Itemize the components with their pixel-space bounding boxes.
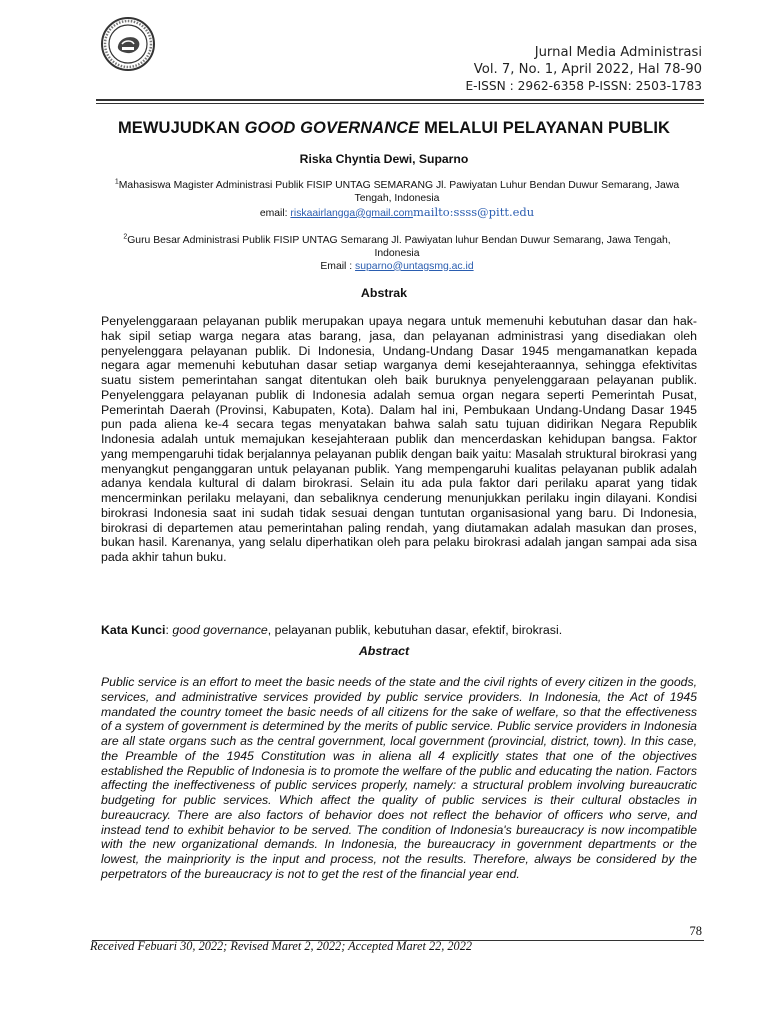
affiliation-1 <box>108 180 686 220</box>
paper-title <box>60 119 728 138</box>
page-number: 78 <box>689 924 702 938</box>
journal-name: Jurnal Media Administrasi <box>534 45 702 60</box>
journal-volume: Vol. 7, No. 1, April 2022, Hal 78-90 <box>473 62 702 77</box>
affiliation-1-text: Mahasiswa Magister Administrasi Publik FISIP UNTAG SEMARANG Jl. Pawiyatan Luhur Bendan Duwur Semarang, Jawa Tengah, Indonesia <box>118 180 680 204</box>
abstract-heading: Abstract <box>358 644 410 658</box>
abstrak-heading: Abstrak <box>360 286 408 300</box>
university-seal-logo <box>100 16 156 72</box>
received-dates: Received Febuari 30, 2022; Revised Maret 2, 2022; Accepted Maret 22, 2022 <box>90 939 472 953</box>
header-rule-thin <box>96 103 704 104</box>
keywords-rest: , pelayanan publik, kebutuhan dasar, efektif, birokrasi. <box>267 623 563 637</box>
keywords-italic-term: good governance <box>172 623 268 637</box>
abstract-body: Public service is an effort to meet the basic needs of the state and the civil rights of every citizen in the goods, services, and administrative services provided by public service providers. In Indonesia, the Act of 1945 mandated the country tomeet the basic needs of all citizens for the sake of welfare, so that the effectiveness of a system of government is determined by the merits of public service. Public service providers in Indonesia are all state organs such as the central government, local government (provincial, district, town). In this case, the Preamble of the 1945 Constitution was in aliena all 4 explicitly states that one of the objectives established the Republic of Indonesia is to promote the welfare of the public and educating the nation. Factors affecting the ineffectiveness of public services properly, namely: a structural problem involving bureaucratic budgeting for public services. Which affect the quality of public services is their cultural obstacles in bureaucracy. There are also factors of behavior does not reflect the behavior of officers who serve, and instead tend to exhibit behavior to be served. The condition of Indonesia's bureaucracy is now incompatible with the new organizational demands. In Indonesia, the bureaucracy in government departments or the lowest, the mainpriority is the input and process, not the results. Therefore, always be considered by the perpetrators of the bureaucracy is not to get the rest of the financial year end. <box>101 675 697 881</box>
header-rule-thick <box>96 99 704 101</box>
journal-header <box>465 44 702 95</box>
affiliation-1-marker: 1 <box>114 178 119 186</box>
paper-authors: Riska Chyntia Dewi, Suparno <box>299 152 469 166</box>
keywords-colon: : <box>165 623 173 637</box>
affiliation-1-mailto-link[interactable]: mailto:ssss@pitt.edu <box>413 204 535 219</box>
title-part1: MEWUJUDKAN <box>117 119 245 137</box>
keywords-line <box>101 623 701 638</box>
journal-issn: E-ISSN : 2962-6358 P-ISSN: 2503-1783 <box>465 79 702 93</box>
affiliation-2-email-link[interactable]: suparno@untagsmg.ac.id <box>355 260 474 272</box>
affiliation-2-email-label: Email : <box>320 260 356 272</box>
title-italic-term: GOOD GOVERNANCE <box>244 119 420 137</box>
affiliation-2 <box>108 235 686 273</box>
affiliation-2-text: Guru Besar Administrasi Publik FISIP UNTAG Semarang Jl. Pawiyatan luhur Bendan Duwur Semarang, Jawa Tengah, Indonesia <box>127 235 671 259</box>
affiliation-1-email-link[interactable]: riskaairlangga@gmail.com <box>290 207 414 219</box>
title-part3: MELALUI PELAYANAN PUBLIK <box>419 119 671 137</box>
affiliation-1-email-label: email: <box>259 207 291 219</box>
affiliation-2-marker: 2 <box>123 233 128 241</box>
keywords-label: Kata Kunci <box>101 623 166 637</box>
abstrak-body: Penyelenggaraan pelayanan publik merupakan upaya negara untuk memenuhi kebutuhan dasar dan hak-hak sipil setiap warga negara atas barang, jasa, dan pelayanan administrasi yang disediakan oleh penyelenggara pelayanan publik. Di Indonesia, Undang-Undang Dasar 1945 mengamanatkan kepada negara agar memenuhi kebutuhan dasar setiap warganya demi kesejahteraannya, sehingga efektivitas suatu sistem pemerintahan sangat ditentukan oleh baik buruknya penyelenggaraan pelayanan publik. Penyelenggara pelayanan publik di Indonesia adalah semua organ negara seperti Pemerintah Pusat, Pemerintah Daerah (Provinsi, Kabupaten, Kota). Dalam hal ini, Pembukaan Undang-Undang Dasar 1945 pun pada aliena ke-4 secara tegas menyatakan bahwa salah satu tujuan didirikan Negara Republik Indonesia adalah untuk memajukan kesejahteraan publik dan mencerdaskan kehidupan bangsa. Faktor yang mempengaruhi tidak berjalannya pelayanan publik dengan baik yaitu: Masalah struktural birokrasi yang menyangkut penganggaran untuk pelayanan publik. Yang mempengaruhi kualitas pelayanan publik adalah adanya kendala kultural di dalam birokrasi. Selain itu ada pula faktor dari perilaku aparat yang tidak mencerminkan perilaku melayani, dan sebaliknya cenderung menunjukkan perilaku ingin dilayani. Kondisi birokrasi Indonesia saat ini sudah tidak sesuai dengan tuntutan organisasional yang baru. Di Indonesia, birokrasi di departemen atau pemerintahan paling rendah, yang diutamakan adalah masukan dan proses, bukan hasil. Karenanya, yang selalu diperhatikan oleh para pelaku birokrasi adalah jangan sampai ada sisa pada akhir tahun buku. <box>101 314 697 564</box>
